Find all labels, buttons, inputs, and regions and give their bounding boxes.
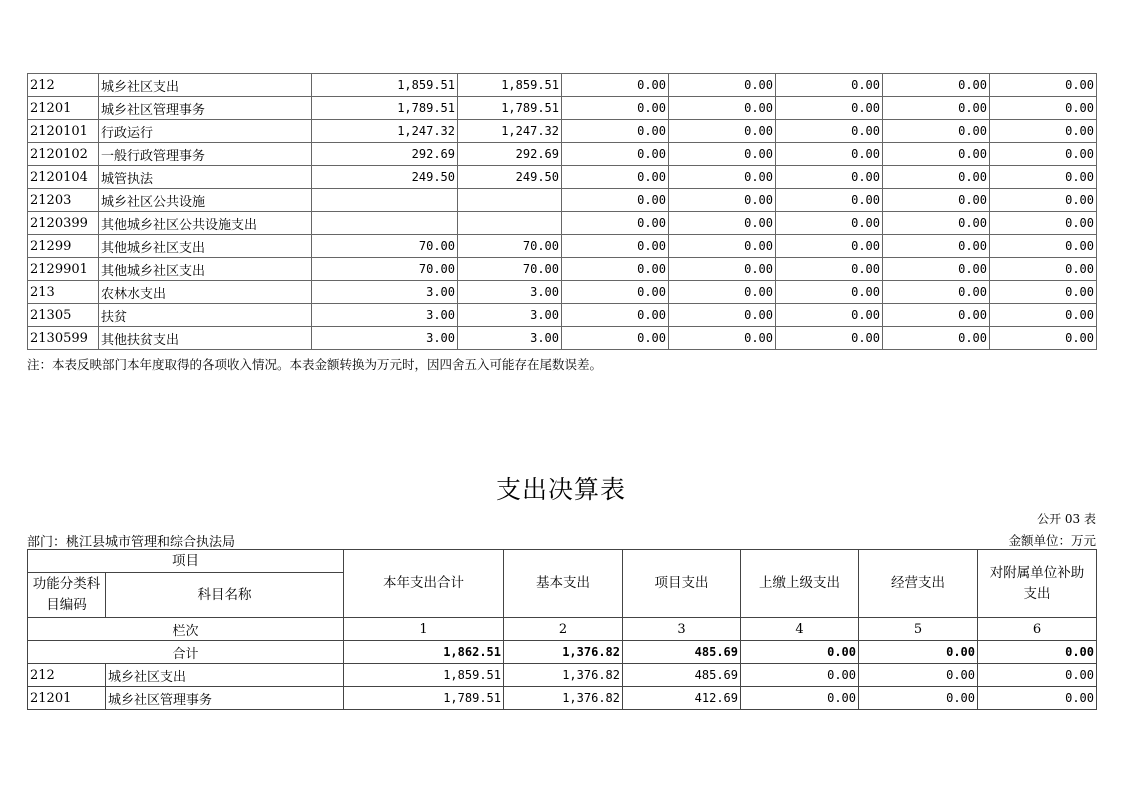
row-code: 212 — [28, 74, 99, 97]
amount-cell: 70.00 — [312, 235, 458, 258]
amount-cell: 1,789.51 — [312, 97, 458, 120]
header-project: 项目支出 — [623, 550, 741, 618]
income-table — [27, 73, 1097, 350]
total-cell: 485.69 — [623, 641, 741, 664]
amount-cell: 249.50 — [312, 166, 458, 189]
row-code: 2129901 — [28, 258, 99, 281]
total-cell: 0.00 — [978, 641, 1097, 664]
row-code: 21305 — [28, 304, 99, 327]
table-row — [28, 664, 1097, 687]
row-name: 城乡社区支出 — [106, 664, 344, 687]
page-title: 支出决算表 — [495, 475, 626, 504]
row-name: 农林水支出 — [99, 281, 312, 304]
total-cell: 0.00 — [741, 641, 859, 664]
table-row — [28, 687, 1097, 710]
amount-cell: 0.00 — [990, 166, 1097, 189]
amount-cell: 0.00 — [776, 97, 883, 120]
row-code: 2120102 — [28, 143, 99, 166]
amount-cell — [312, 189, 458, 212]
amount-cell: 0.00 — [978, 664, 1097, 687]
amount-cell: 485.69 — [623, 664, 741, 687]
table-row — [28, 189, 1097, 212]
table-row — [28, 281, 1097, 304]
amount-cell: 0.00 — [669, 281, 776, 304]
row-name: 其他城乡社区支出 — [99, 258, 312, 281]
amount-cell: 412.69 — [623, 687, 741, 710]
amount-cell: 0.00 — [562, 327, 669, 350]
row-name: 一般行政管理事务 — [99, 143, 312, 166]
public-table-number: 公开 03 表 — [1037, 512, 1096, 526]
table-row — [28, 143, 1097, 166]
column-index-6: 6 — [978, 618, 1097, 641]
row-name: 行政运行 — [99, 120, 312, 143]
header-code: 功能分类科目编码 — [28, 573, 106, 618]
amount-cell: 0.00 — [883, 189, 990, 212]
amount-cell: 0.00 — [562, 235, 669, 258]
amount-cell: 0.00 — [741, 687, 859, 710]
table-row — [28, 74, 1097, 97]
amount-cell: 3.00 — [458, 304, 562, 327]
total-cell: 0.00 — [859, 641, 978, 664]
amount-cell: 1,789.51 — [344, 687, 504, 710]
amount-cell: 0.00 — [562, 304, 669, 327]
amount-cell: 3.00 — [458, 327, 562, 350]
department-label: 部门：桃江县城市管理和综合执法局 — [27, 535, 236, 550]
amount-cell: 0.00 — [883, 97, 990, 120]
table-row — [28, 258, 1097, 281]
header-subsidy: 对附属单位补助支出 — [978, 550, 1097, 618]
amount-cell: 0.00 — [741, 664, 859, 687]
row-code: 212 — [28, 664, 106, 687]
amount-cell: 1,247.32 — [312, 120, 458, 143]
amount-cell: 0.00 — [776, 74, 883, 97]
table-row — [28, 166, 1097, 189]
row-code: 213 — [28, 281, 99, 304]
amount-cell: 0.00 — [776, 212, 883, 235]
amount-cell: 1,859.51 — [458, 74, 562, 97]
amount-cell: 0.00 — [669, 235, 776, 258]
amount-cell: 0.00 — [883, 212, 990, 235]
row-code: 21201 — [28, 97, 99, 120]
amount-cell: 0.00 — [562, 143, 669, 166]
amount-cell: 0.00 — [883, 120, 990, 143]
amount-cell: 0.00 — [669, 189, 776, 212]
amount-cell: 0.00 — [859, 687, 978, 710]
amount-cell: 0.00 — [776, 327, 883, 350]
amount-cell: 0.00 — [669, 327, 776, 350]
amount-cell: 249.50 — [458, 166, 562, 189]
amount-cell: 0.00 — [990, 304, 1097, 327]
amount-cell: 0.00 — [669, 258, 776, 281]
amount-cell: 0.00 — [776, 143, 883, 166]
header-name: 科目名称 — [106, 573, 344, 618]
amount-cell: 3.00 — [312, 281, 458, 304]
column-index-label: 栏次 — [28, 618, 344, 641]
amount-cell: 0.00 — [562, 120, 669, 143]
amount-cell: 0.00 — [776, 304, 883, 327]
amount-cell: 0.00 — [883, 304, 990, 327]
row-code: 2120399 — [28, 212, 99, 235]
amount-cell: 1,376.82 — [504, 687, 623, 710]
amount-cell: 0.00 — [859, 664, 978, 687]
amount-cell: 0.00 — [669, 304, 776, 327]
total-cell: 1,376.82 — [504, 641, 623, 664]
row-name: 其他城乡社区公共设施支出 — [99, 212, 312, 235]
amount-cell: 0.00 — [669, 120, 776, 143]
amount-cell: 0.00 — [883, 166, 990, 189]
amount-cell: 0.00 — [990, 235, 1097, 258]
amount-cell: 0.00 — [990, 74, 1097, 97]
row-code: 2120101 — [28, 120, 99, 143]
amount-cell: 0.00 — [776, 120, 883, 143]
amount-cell: 0.00 — [883, 143, 990, 166]
amount-cell: 292.69 — [458, 143, 562, 166]
amount-cell: 70.00 — [458, 235, 562, 258]
column-index-4: 4 — [741, 618, 859, 641]
column-index-5: 5 — [859, 618, 978, 641]
row-name: 其他城乡社区支出 — [99, 235, 312, 258]
amount-cell: 0.00 — [669, 74, 776, 97]
row-name: 城乡社区支出 — [99, 74, 312, 97]
amount-cell: 1,859.51 — [344, 664, 504, 687]
amount-cell: 0.00 — [990, 258, 1097, 281]
row-code: 21201 — [28, 687, 106, 710]
column-index-2: 2 — [504, 618, 623, 641]
row-code: 21299 — [28, 235, 99, 258]
amount-cell: 1,789.51 — [458, 97, 562, 120]
amount-cell: 0.00 — [669, 97, 776, 120]
amount-cell: 0.00 — [562, 74, 669, 97]
table-row — [28, 304, 1097, 327]
column-index-3: 3 — [623, 618, 741, 641]
header-business: 经营支出 — [859, 550, 978, 618]
amount-cell: 70.00 — [458, 258, 562, 281]
amount-cell: 0.00 — [883, 327, 990, 350]
amount-cell: 0.00 — [562, 166, 669, 189]
header-item: 项目 — [28, 550, 344, 573]
amount-cell: 0.00 — [669, 166, 776, 189]
amount-cell: 0.00 — [978, 687, 1097, 710]
amount-cell: 0.00 — [990, 212, 1097, 235]
amount-cell: 1,247.32 — [458, 120, 562, 143]
amount-cell: 3.00 — [312, 327, 458, 350]
amount-unit-label: 金额单位：万元 — [1008, 533, 1096, 548]
amount-cell: 0.00 — [776, 189, 883, 212]
amount-cell: 0.00 — [562, 281, 669, 304]
row-code: 2120104 — [28, 166, 99, 189]
total-cell: 1,862.51 — [344, 641, 504, 664]
amount-cell: 0.00 — [776, 258, 883, 281]
table-row — [28, 235, 1097, 258]
amount-cell: 0.00 — [669, 143, 776, 166]
amount-cell — [312, 212, 458, 235]
row-name: 扶贫 — [99, 304, 312, 327]
amount-cell: 0.00 — [883, 258, 990, 281]
amount-cell: 1,376.82 — [504, 664, 623, 687]
expense-table — [27, 549, 1097, 710]
table-row — [28, 212, 1097, 235]
amount-cell: 0.00 — [562, 212, 669, 235]
amount-cell: 292.69 — [312, 143, 458, 166]
header-upper: 上缴上级支出 — [741, 550, 859, 618]
amount-cell: 0.00 — [990, 120, 1097, 143]
amount-cell: 3.00 — [458, 281, 562, 304]
amount-cell: 0.00 — [776, 235, 883, 258]
amount-cell: 0.00 — [562, 189, 669, 212]
table-row — [28, 97, 1097, 120]
amount-cell: 0.00 — [776, 166, 883, 189]
amount-cell — [458, 212, 562, 235]
amount-cell: 0.00 — [562, 97, 669, 120]
amount-cell: 0.00 — [990, 327, 1097, 350]
row-name: 其他扶贫支出 — [99, 327, 312, 350]
row-name: 城管执法 — [99, 166, 312, 189]
amount-cell: 0.00 — [883, 281, 990, 304]
amount-cell: 70.00 — [312, 258, 458, 281]
amount-cell: 3.00 — [312, 304, 458, 327]
column-index-1: 1 — [344, 618, 504, 641]
total-label: 合计 — [28, 641, 344, 664]
table-row — [28, 120, 1097, 143]
row-name: 城乡社区管理事务 — [99, 97, 312, 120]
amount-cell: 0.00 — [990, 189, 1097, 212]
header-basic: 基本支出 — [504, 550, 623, 618]
header-total: 本年支出合计 — [344, 550, 504, 618]
table-row — [28, 327, 1097, 350]
amount-cell: 0.00 — [562, 258, 669, 281]
table-note: 注：本表反映部门本年度取得的各项收入情况。本表金额转换为万元时，因四舍五入可能存在尾数误差。 — [27, 357, 603, 372]
amount-cell: 0.00 — [990, 143, 1097, 166]
amount-cell: 0.00 — [990, 97, 1097, 120]
amount-cell: 0.00 — [883, 74, 990, 97]
row-name: 城乡社区公共设施 — [99, 189, 312, 212]
row-code: 21203 — [28, 189, 99, 212]
amount-cell: 0.00 — [883, 235, 990, 258]
amount-cell: 0.00 — [776, 281, 883, 304]
amount-cell: 1,859.51 — [312, 74, 458, 97]
row-name: 城乡社区管理事务 — [106, 687, 344, 710]
amount-cell: 0.00 — [669, 212, 776, 235]
amount-cell — [458, 189, 562, 212]
amount-cell: 0.00 — [990, 281, 1097, 304]
row-code: 2130599 — [28, 327, 99, 350]
